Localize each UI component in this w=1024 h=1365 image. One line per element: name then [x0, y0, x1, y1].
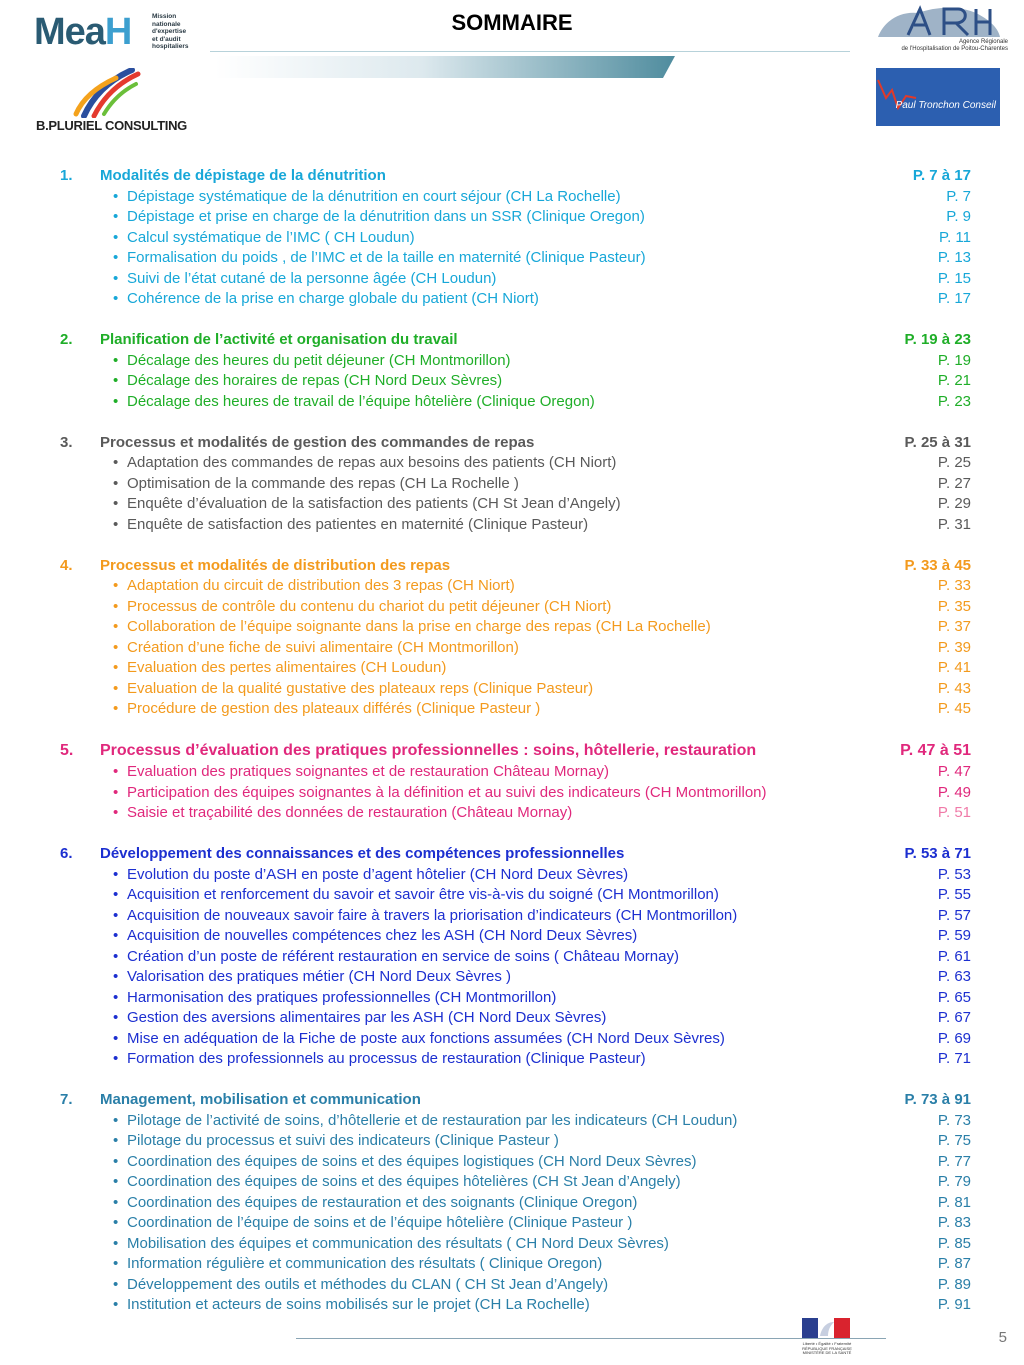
section-pages: P. 7 à 17	[912, 167, 971, 184]
toc-item-text: Création d’un poste de référent restauration en service de soins ( Château Mornay)	[127, 947, 679, 965]
toc-item-page: P. 19	[937, 351, 971, 369]
toc-item-page: P. 35	[937, 597, 971, 615]
toc-item	[0, 1295, 1024, 1316]
toc-item-page: P. 9	[946, 208, 971, 225]
toc-item	[0, 269, 1024, 290]
toc-item-text: Suivi de l’état cutané de la personne âgée (CH Loudun)	[127, 269, 497, 287]
toc-item	[0, 1029, 1024, 1050]
toc-item-page: P. 87	[937, 1255, 971, 1272]
toc-item-page: P. 57	[937, 906, 971, 924]
toc-item-page: P. 41	[937, 659, 971, 676]
toc-item-text: Gestion des aversions alimentaires par les ASH (CH Nord Deux Sèvres)	[127, 1009, 607, 1026]
bullet-icon: •	[113, 392, 119, 410]
toc-item	[0, 453, 1024, 474]
toc-section-4	[0, 556, 1024, 577]
toc-item	[0, 494, 1024, 515]
page-title: SOMMAIRE	[451, 10, 573, 35]
toc-item	[0, 1131, 1024, 1152]
toc-item-text: Acquisition de nouveaux savoir faire à travers la priorisation d’indicateurs (CH Montmorillon)	[127, 906, 738, 924]
bullet-icon: •	[113, 372, 119, 389]
section-pages: P. 25 à 31	[904, 433, 971, 451]
toc-item-text: Coordination des équipes de restauration et des soignants (Clinique Oregon)	[127, 1193, 638, 1211]
toc-item-text: Acquisition de nouvelles compétences chez les ASH (CH Nord Deux Sèvres)	[127, 927, 638, 944]
spacer	[0, 310, 1024, 331]
toc-item-page: P. 17	[937, 290, 971, 307]
section-pages: P. 73 à 91	[904, 1091, 971, 1108]
bullet-icon: •	[113, 618, 119, 635]
bullet-icon: •	[113, 1255, 119, 1272]
bullet-icon: •	[113, 1173, 119, 1190]
toc-item-text: Acquisition et renforcement du savoir et savoir être vis-à-vis du soigné (CH Montmorillon)	[127, 886, 719, 903]
toc-section-5	[0, 740, 1024, 762]
toc-item	[0, 1172, 1024, 1193]
meah-logo-subtitle: Mission nationale d'expertise et d'audit hospitaliers	[152, 13, 189, 50]
toc-item-page: P. 43	[937, 679, 971, 697]
toc-item-page: P. 21	[937, 372, 971, 389]
toc-item-page: P. 77	[937, 1152, 971, 1170]
bullet-icon: •	[113, 208, 119, 225]
bullet-icon: •	[113, 228, 119, 246]
section-pages: P. 19 à 23	[904, 331, 971, 348]
toc-item	[0, 658, 1024, 679]
bullet-icon: •	[113, 474, 119, 492]
toc-item-text: Adaptation du circuit de distribution des 3 repas (CH Niort)	[127, 577, 515, 594]
section-pages: P. 33 à 45	[904, 556, 971, 574]
toc-item-text: Optimisation de la commande des repas (CH La Rochelle )	[127, 474, 519, 492]
bullet-icon: •	[113, 269, 119, 287]
bpluriel-logo	[36, 68, 211, 134]
toc-item-page: P. 29	[937, 495, 971, 512]
section-title: Processus et modalités de gestion des commandes de repas	[100, 433, 535, 451]
toc-item-page: P. 37	[937, 618, 971, 635]
toc-item-page: P. 61	[937, 947, 971, 965]
toc-item-text: Evaluation de la qualité gustative des plateaux reps (Clinique Pasteur)	[127, 679, 594, 697]
toc-item	[0, 803, 1024, 824]
section-title: Modalités de dépistage de la dénutrition	[100, 167, 386, 184]
toc-item-text: Mise en adéquation de la Fiche de poste aux fonctions assumées (CH Nord Deux Sèvres)	[127, 1029, 725, 1047]
toc-item-page: P. 47	[937, 763, 971, 780]
toc-item-page: P. 25	[937, 454, 971, 471]
spacer	[0, 412, 1024, 433]
bullet-icon: •	[113, 700, 119, 717]
toc-item	[0, 289, 1024, 310]
toc-item-text: Collaboration de l’équipe soignante dans la prise en charge des repas (CH La Rochelle)	[127, 618, 711, 635]
republique-francaise-logo	[798, 1316, 856, 1356]
toc-item-page: P. 67	[937, 1009, 971, 1026]
header-divider	[210, 51, 850, 52]
toc-item-page: P. 81	[937, 1193, 971, 1211]
toc-item-text: Saisie et traçabilité des données de restauration (Château Mornay)	[127, 804, 573, 821]
toc-item-text: Enquête d’évaluation de la satisfaction des patients (CH St Jean d’Angely)	[127, 495, 621, 512]
section-number: 2.	[60, 331, 73, 348]
bullet-icon: •	[113, 988, 119, 1006]
toc-item-page: P. 83	[937, 1214, 971, 1231]
toc-item-page: P. 23	[937, 392, 971, 410]
toc-item-text: Formation des professionnels au processus de restauration (Clinique Pasteur)	[127, 1050, 646, 1067]
bullet-icon: •	[113, 187, 119, 205]
section-number: 5.	[60, 742, 74, 759]
bullet-icon: •	[113, 1193, 119, 1211]
toc-item-text: Participation des équipes soignantes à la définition et au suivi des indicateurs (CH Montmorillon)	[127, 783, 767, 801]
toc-item-text: Décalage des horaires de repas (CH Nord Deux Sèvres)	[127, 372, 503, 389]
toc-item	[0, 885, 1024, 906]
bullet-icon: •	[113, 1050, 119, 1067]
toc-item-text: Processus de contrôle du contenu du chariot du petit déjeuner (CH Niort)	[127, 597, 612, 615]
toc-item-text: Valorisation des pratiques métier (CH Nord Deux Sèvres )	[127, 968, 512, 985]
bullet-icon: •	[113, 1009, 119, 1026]
bullet-icon: •	[113, 906, 119, 924]
toc-item-text: Cohérence de la prise en charge globale du patient (CH Niort)	[127, 290, 539, 307]
bullet-icon: •	[113, 577, 119, 594]
toc-item-text: Evaluation des pertes alimentaires (CH Loudun)	[127, 659, 447, 676]
table-of-contents	[0, 166, 1024, 1316]
bullet-icon: •	[113, 638, 119, 656]
toc-section-7	[0, 1090, 1024, 1111]
toc-item-page: P. 7	[946, 187, 971, 205]
bullet-icon: •	[113, 886, 119, 903]
toc-item	[0, 947, 1024, 968]
bullet-icon: •	[113, 659, 119, 676]
bullet-icon: •	[113, 1029, 119, 1047]
ptc-logo-text: Paul Tronchon Conseil	[895, 100, 996, 111]
section-title: Développement des connaissances et des compétences professionnelles	[100, 845, 625, 862]
toc-item-page: P. 89	[937, 1275, 971, 1293]
republique-text: Liberté • Égalité • Fraternité RÉPUBLIQUE FRANÇAISE MINISTÈRE DE LA SANTÉ	[802, 1341, 852, 1355]
arh-logo-text: Agence Régionale de l'Hospitalisation de Poitou-Charentes	[901, 39, 1008, 52]
toc-section-1	[0, 166, 1024, 187]
spacer	[0, 535, 1024, 556]
bullet-icon: •	[113, 1132, 119, 1149]
toc-item-text: Information régulière et communication des résultats ( Clinique Oregon)	[127, 1255, 603, 1272]
toc-item-page: P. 91	[937, 1296, 971, 1313]
toc-item-text: Institution et acteurs de soins mobilisés sur le projet (CH La Rochelle)	[127, 1296, 590, 1313]
toc-section-2	[0, 330, 1024, 351]
toc-item	[0, 1049, 1024, 1070]
toc-item-text: Création d’une fiche de suivi alimentaire (CH Montmorillon)	[127, 638, 519, 656]
toc-item-page: P. 85	[937, 1234, 971, 1252]
bullet-icon: •	[113, 1111, 119, 1129]
toc-item	[0, 865, 1024, 886]
toc-item-text: Enquête de satisfaction des patientes en maternité (Clinique Pasteur)	[127, 515, 589, 533]
toc-item-text: Dépistage systématique de la dénutrition en court séjour (CH La Rochelle)	[127, 187, 621, 205]
toc-item	[0, 207, 1024, 228]
section-number: 6.	[60, 845, 73, 862]
bullet-icon: •	[113, 763, 119, 780]
toc-item	[0, 926, 1024, 947]
toc-item-page: P. 13	[937, 249, 971, 266]
bullet-icon: •	[113, 1234, 119, 1252]
toc-item	[0, 967, 1024, 988]
toc-item	[0, 783, 1024, 804]
section-title: Management, mobilisation et communication	[100, 1091, 421, 1108]
spacer	[0, 720, 1024, 741]
toc-item	[0, 906, 1024, 927]
spacer	[0, 824, 1024, 845]
section-title: Planification de l’activité et organisation du travail	[100, 331, 458, 348]
toc-item-page: P. 11	[939, 228, 971, 246]
bullet-icon: •	[113, 249, 119, 266]
toc-item	[0, 228, 1024, 249]
section-title: Processus d’évaluation des pratiques professionnelles : soins, hôtellerie, restauration	[100, 742, 757, 759]
toc-item-page: P. 53	[937, 865, 971, 883]
toc-item-page: P. 49	[937, 783, 971, 801]
toc-item	[0, 699, 1024, 720]
arh-logo	[848, 3, 1008, 55]
toc-item-text: Harmonisation des pratiques professionnelles (CH Montmorillon)	[127, 988, 557, 1006]
toc-item-text: Décalage des heures de travail de l’équipe hôtelière (Clinique Oregon)	[127, 392, 595, 410]
toc-item-text: Evolution du poste d’ASH en poste d’agent hôtelier (CH Nord Deux Sèvres)	[127, 865, 629, 883]
toc-item-page: P. 15	[937, 269, 971, 287]
toc-item-text: Développement des outils et méthodes du CLAN ( CH St Jean d’Angely)	[127, 1275, 609, 1293]
bullet-icon: •	[113, 927, 119, 944]
meah-logo-h: H	[104, 11, 132, 53]
bullet-icon: •	[113, 1275, 119, 1293]
toc-item	[0, 1008, 1024, 1029]
bullet-icon: •	[113, 495, 119, 512]
bullet-icon: •	[113, 804, 119, 821]
toc-item-page: P. 51	[937, 804, 971, 821]
bullet-icon: •	[113, 1152, 119, 1170]
toc-item	[0, 679, 1024, 700]
toc-item-text: Calcul systématique de l’IMC ( CH Loudun)	[127, 228, 415, 246]
toc-item-page: P. 69	[937, 1029, 971, 1047]
marianne-flag-icon	[798, 1316, 856, 1342]
section-pages: P. 47 à 51	[900, 742, 971, 759]
toc-item	[0, 1234, 1024, 1255]
toc-item-text: Pilotage du processus et suivi des indicateurs (Clinique Pasteur )	[127, 1132, 559, 1149]
toc-item-page: P. 33	[937, 577, 971, 594]
toc-item-page: P. 79	[937, 1173, 971, 1190]
toc-item-text: Mobilisation des équipes et communication des résultats ( CH Nord Deux Sèvres)	[127, 1234, 669, 1252]
toc-item	[0, 1111, 1024, 1132]
toc-item	[0, 1275, 1024, 1296]
section-number: 3.	[60, 433, 73, 451]
toc-item-page: P. 63	[937, 968, 971, 985]
toc-item	[0, 1152, 1024, 1173]
bullet-icon: •	[113, 947, 119, 965]
bullet-icon: •	[113, 968, 119, 985]
section-pages: P. 53 à 71	[904, 845, 971, 862]
ptc-line-icon	[876, 68, 1000, 126]
toc-item	[0, 597, 1024, 618]
bullet-icon: •	[113, 1296, 119, 1313]
meah-logo-text: Mea	[34, 11, 105, 53]
toc-item-text: Décalage des heures du petit déjeuner (CH Montmorillon)	[127, 351, 511, 369]
toc-item	[0, 988, 1024, 1009]
toc-item	[0, 392, 1024, 413]
toc-item-page: P. 71	[937, 1050, 971, 1067]
bullet-icon: •	[113, 865, 119, 883]
toc-item-page: P. 45	[937, 700, 971, 717]
ptc-logo	[876, 68, 1000, 126]
bullet-icon: •	[113, 1214, 119, 1231]
toc-item-text: Coordination de l’équipe de soins et de l’équipe hôtelière (Clinique Pasteur )	[127, 1214, 633, 1231]
bpluriel-logo-text: B.PLURIEL CONSULTING	[36, 118, 187, 133]
toc-item-page: P. 73	[937, 1111, 971, 1129]
toc-item-page: P. 39	[937, 638, 971, 656]
toc-item	[0, 762, 1024, 783]
section-number: 4.	[60, 556, 73, 574]
spacer	[0, 1070, 1024, 1091]
toc-item	[0, 576, 1024, 597]
bullet-icon: •	[113, 351, 119, 369]
page-number: 5	[998, 1329, 1007, 1346]
toc-item	[0, 248, 1024, 269]
bullet-icon: •	[113, 454, 119, 471]
bullet-icon: •	[113, 290, 119, 307]
toc-item	[0, 351, 1024, 372]
toc-section-6	[0, 844, 1024, 865]
toc-item-page: P. 65	[937, 988, 971, 1006]
header-gradient-bar	[215, 56, 675, 78]
toc-item	[0, 638, 1024, 659]
bullet-icon: •	[113, 597, 119, 615]
bpluriel-swirl-icon	[36, 68, 211, 118]
toc-item-page: P. 55	[937, 886, 971, 903]
bullet-icon: •	[113, 679, 119, 697]
toc-item	[0, 1254, 1024, 1275]
toc-item	[0, 617, 1024, 638]
toc-item-page: P. 75	[937, 1132, 971, 1149]
toc-item-text: Dépistage et prise en charge de la dénutrition dans un SSR (Clinique Oregon)	[127, 208, 645, 225]
toc-item-text: Coordination des équipes de soins et des équipes logistiques (CH Nord Deux Sèvres)	[127, 1152, 697, 1170]
toc-item-text: Coordination des équipes de soins et des équipes hôtelières (CH St Jean d’Angely)	[127, 1173, 681, 1190]
arh-map-icon	[848, 3, 1008, 43]
bullet-icon: •	[113, 515, 119, 533]
bullet-icon: •	[113, 783, 119, 801]
toc-item	[0, 1193, 1024, 1214]
toc-item	[0, 1213, 1024, 1234]
toc-item	[0, 187, 1024, 208]
toc-item	[0, 474, 1024, 495]
toc-item-page: P. 59	[937, 927, 971, 944]
section-title: Processus et modalités de distribution des repas	[100, 556, 451, 574]
toc-item-text: Pilotage de l’activité de soins, d’hôtellerie et de restauration par les indicateurs (CH Loudun)	[127, 1111, 738, 1129]
toc-item-page: P. 27	[937, 474, 971, 492]
toc-item-text: Adaptation des commandes de repas aux besoins des patients (CH Niort)	[127, 454, 617, 471]
toc-item-page: P. 31	[937, 515, 971, 533]
section-number: 7.	[60, 1091, 73, 1108]
toc-item	[0, 371, 1024, 392]
toc-item-text: Evaluation des pratiques soignantes et de restauration Château Mornay)	[127, 763, 609, 780]
toc-section-3	[0, 433, 1024, 454]
toc-item	[0, 515, 1024, 536]
section-number: 1.	[60, 167, 73, 184]
toc-item-text: Formalisation du poids , de l’IMC et de la taille en maternité (Clinique Pasteur)	[127, 249, 646, 266]
toc-item-text: Procédure de gestion des plateaux différés (Clinique Pasteur )	[127, 700, 541, 717]
